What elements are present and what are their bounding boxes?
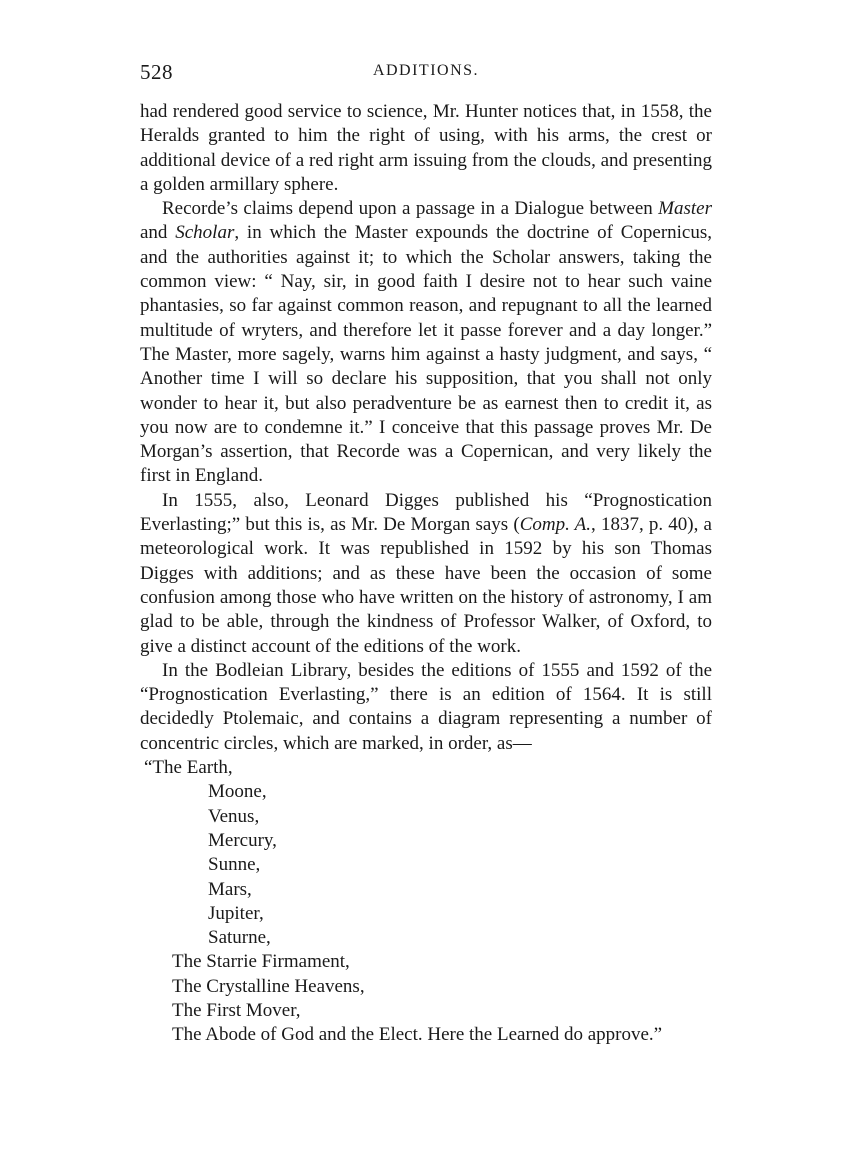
citation-italic: Comp. A. xyxy=(519,514,592,536)
quote-line-earth: “The Earth, xyxy=(144,757,233,779)
paragraph-3-text-c: , 1837, p. 40), a meteorological work. It was republished in 1592 by his son Thomas Digges with additions; and as these have been the occasion of some confusion among those who have written on the history of astronomy, I am glad to be able, through the kindness of Professor Walker, of Oxford, to give a distinct account of the editions of the work. xyxy=(140,514,712,657)
quote-line-crystalline-heavens: The Crystalline Heavens, xyxy=(172,975,365,997)
paragraph-4: In the Bodleian Library, besides the editions of 1555 and 1592 of the “Prognostication Everlasting,” there is an edition of 1564. It is still decidedly Ptolemaic, and contains a diagram representing a number of concentric circles, which are marked, in order, as— xyxy=(140,659,712,754)
quote-line-sunne: Sunne, xyxy=(208,854,261,876)
quote-line-first-mover: The First Mover, xyxy=(172,999,301,1021)
paragraph-1: had rendered good service to science, Mr. Hunter notices that, in 1558, the Heralds granted to him the right of using, with his arms, the crest or additional device of a red right arm issuing from the clouds, and presenting a golden armillary sphere. xyxy=(140,101,712,195)
paragraph-2-text-a: Recorde’s claims depend upon a passage in a Dialogue between xyxy=(162,198,659,220)
paragraph-2-text-e: , in which the Master expounds the doctrine of Copernicus, and the authorities against it; to which the Scholar answers, taking the common view: “ Nay, sir, in good faith I desire not to hear such vaine phantasies, so far against common reason, and repugnant to all the learned multitude of wryters, and therefore let it passe forever and a day longer.” The Master, more sagely, warns him against a hasty judgment, and says, “ Another time I will so declare his supposition, that you shall not only wonder to hear it, but also peradventure be as earnest then to credit it, as you now are to condemne it.” I conceive that this passage proves Mr. De Morgan’s assertion, that Recorde was a Copernican, and very likely the first in England. xyxy=(140,222,712,487)
quote-line-venus: Venus, xyxy=(208,805,260,827)
scholar-italic: Scholar xyxy=(175,222,235,244)
page-header xyxy=(140,60,712,90)
body-text xyxy=(140,100,712,1048)
quote-line-jupiter: Jupiter, xyxy=(208,902,264,924)
page-number: 528 xyxy=(140,60,173,84)
running-head: ADDITIONS. xyxy=(372,62,480,79)
master-italic: Master xyxy=(658,198,712,220)
quote-line-moone: Moone, xyxy=(208,781,267,803)
quote-line-saturne: Saturne, xyxy=(208,927,271,949)
paragraph-3-text-a: In 1555, also, Leonard Digges published his “Prognostication Everlasting;” but this is, as Mr. De Morgan says ( xyxy=(140,489,712,536)
paragraph-2-text-c: and xyxy=(140,222,176,244)
quote-line-starrie-firmament: The Starrie Firmament, xyxy=(172,951,350,973)
quote-line-abode-of-god: The Abode of God and the Elect. Here the Learned do approve.” xyxy=(172,1024,663,1046)
paragraph-3 xyxy=(140,489,712,659)
paragraph-2 xyxy=(140,197,712,489)
quote-line-mercury: Mercury, xyxy=(208,829,277,851)
quoted-list xyxy=(140,756,712,1048)
quote-line-mars: Mars, xyxy=(208,878,252,900)
